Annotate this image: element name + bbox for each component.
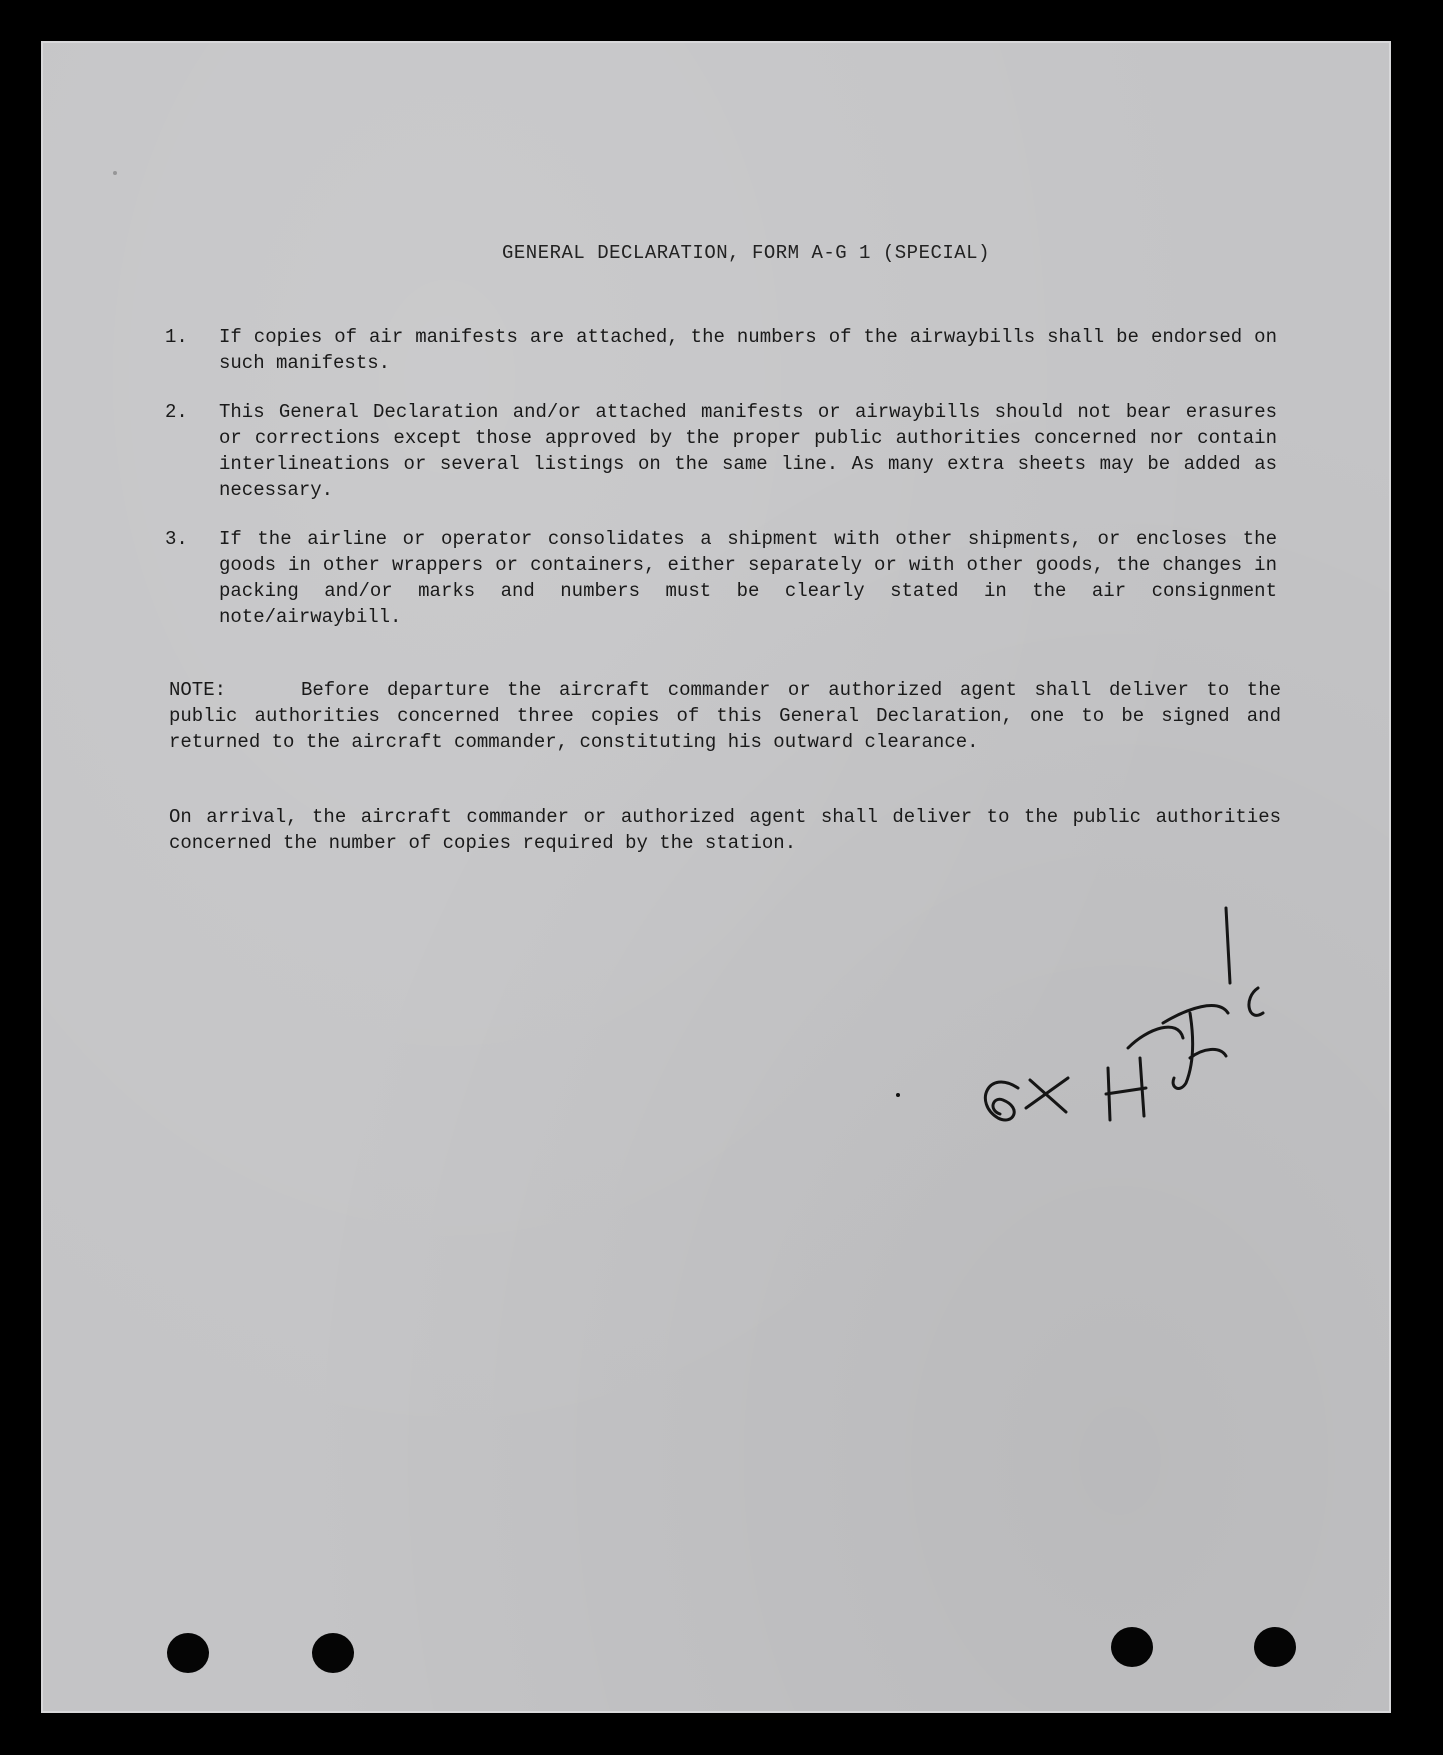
- note-paragraph: [169, 677, 1281, 755]
- item-number: 1.: [165, 326, 188, 348]
- item-text: If copies of air manifests are attached, the numbers of the airwaybills shall be endorsed on such manifests.: [219, 326, 1277, 374]
- form-title: GENERAL DECLARATION, FORM A-G 1 (SPECIAL): [502, 242, 990, 264]
- item-text: If the airline or operator consolidates a shipment with other shipments, or encloses the goods in other wrappers or containers, either separately or with other goods, the changes in packing and/or marks and numbers must be clearly stated in the air consignment note/airwaybill.: [219, 528, 1277, 628]
- punch-hole: [1254, 1627, 1296, 1667]
- item-number: 2.: [165, 401, 188, 423]
- speck: [113, 171, 117, 175]
- item-number: 3.: [165, 528, 188, 550]
- note-label: NOTE:: [169, 679, 227, 701]
- document-page: [41, 41, 1391, 1713]
- punch-hole: [167, 1633, 209, 1673]
- handwritten-signature: [958, 888, 1358, 1148]
- arrival-paragraph: On arrival, the aircraft commander or authorized agent shall deliver to the public authorities concerned the number of copies required by the station.: [169, 806, 1281, 854]
- punch-hole: [312, 1633, 354, 1673]
- punch-hole: [1111, 1627, 1153, 1667]
- speck: [896, 1093, 900, 1097]
- item-text: This General Declaration and/or attached manifests or airwaybills should not bear erasures or corrections except those approved by the proper public authorities concerned nor contain interlineations or several listings on the same line. As many extra sheets may be added as necessary.: [219, 401, 1277, 501]
- note-text: Before departure the aircraft commander or authorized agent shall deliver to the public authorities concerned three copies of this General Declaration, one to be signed and returned to the aircraft commander, constituting his outward clearance.: [169, 679, 1281, 753]
